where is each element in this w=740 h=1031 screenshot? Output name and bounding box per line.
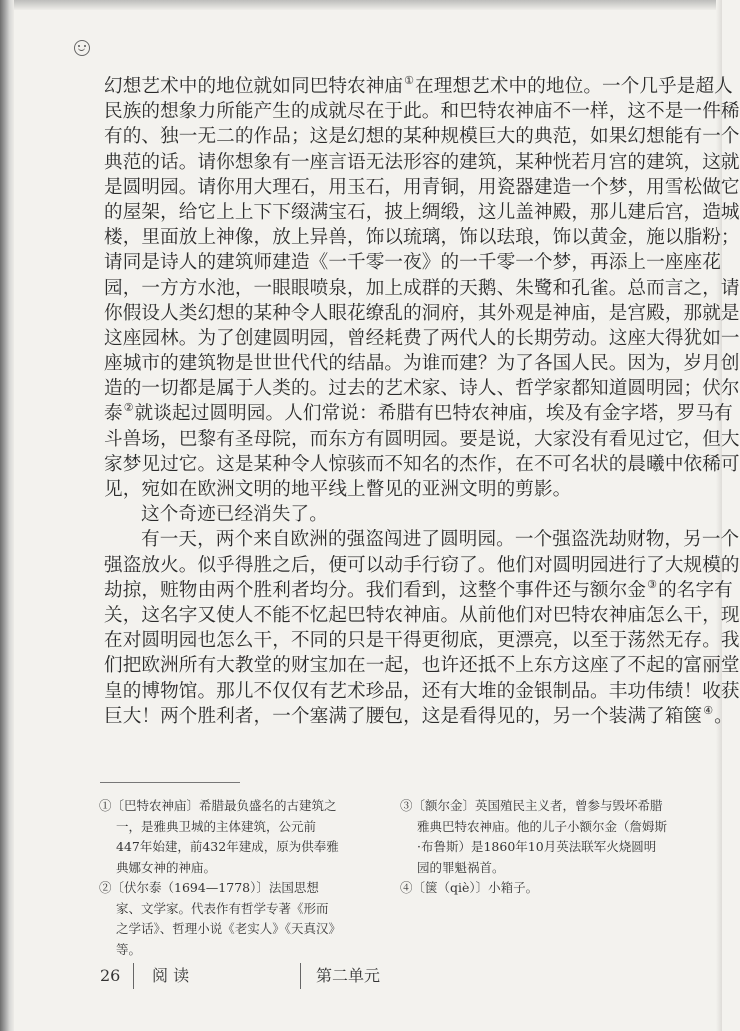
footnote-2: ②〔伏尔泰（1694—1778）〕法国思想家、文学家。代表作有哲学专著《形而之学话》、哲理小说《老实人》《天真汉》等。 <box>99 880 335 957</box>
footnote-marker: ② <box>123 401 134 415</box>
text-segment: 巨大！两个胜利者，一个塞满了腰包，这是看得见的，另一个装满了箱箧 <box>104 705 703 727</box>
text-line <box>104 376 740 401</box>
text-segment: 民族的想象力所能产生的成就尽在于此。和巴特农神庙不一样，这不是一件稀 <box>104 101 740 123</box>
text-line <box>104 577 733 603</box>
text-segment: 园，一方方水池，一眼眼喷泉，加上成群的天鹅、朱鹭和孔雀。总而言之，请 <box>104 277 740 299</box>
text-segment: 在对圆明园也怎么干，不同的只是干得更彻底，更漂亮，以至于荡然无存。我 <box>104 630 740 652</box>
text-line <box>104 150 740 175</box>
footnote-marker: ① <box>404 74 415 87</box>
text-line <box>104 124 740 149</box>
text-segment: 这个奇迹已经消失了。 <box>141 504 328 526</box>
text-segment: 劫掠，赃物由两个胜利者均分。我们看到，这整个事件还与额尔金 <box>104 579 647 601</box>
text-segment: 斗兽场，巴黎有圣母院，而东方有圆明园。要是说，大家没有看见过它，但大 <box>104 428 740 450</box>
text-segment: 关，这名字又使人不能不忆起巴特农神庙。从前他们对巴特农神庙怎么干，现 <box>104 604 740 626</box>
text-segment: 皇的博物馆。那儿不仅仅有艺术珍品，还有大堆的金银制品。丰功伟绩！收获 <box>104 680 740 702</box>
text-segment: 。 <box>714 705 733 727</box>
text-line <box>104 175 740 200</box>
text-segment: 就谈起过圆明园。人们常说：希腊有巴特农神庙，埃及有金字塔，罗马有 <box>134 403 733 425</box>
footnote-3: ③〔额尔金〕英国殖民主义者，曾参与毁坏希腊雅典巴特农神庙。他的儿子小额尔金（詹姆斯·布鲁斯）是1860年10月英法联军火烧圆明园的罪魁祸首。 <box>400 798 668 875</box>
text-segment: 座城市的建筑物是世世代代的结晶。为谁而建？为了各国人民。因为，岁月创 <box>104 353 740 375</box>
footer-divider <box>133 963 134 989</box>
text-line <box>104 276 740 301</box>
text-segment: 们把欧洲所有大教堂的财宝加在一起，也许还抵不上东方这座了不起的富丽堂 <box>104 655 740 677</box>
text-line <box>104 553 740 578</box>
text-line <box>104 477 704 502</box>
text-line <box>104 301 740 326</box>
text-segment: 幻想艺术中的地位就如同巴特农神庙 <box>104 76 404 97</box>
text-line <box>104 653 740 678</box>
text-line <box>104 351 740 376</box>
text-line <box>104 628 740 653</box>
text-segment: 泰 <box>104 403 123 425</box>
text-segment: 典范的话。请你想象有一座言语无法形容的建筑，某种恍若月宫的建筑，这就 <box>104 151 740 173</box>
footnote-4: ④〔箧（qiè）〕小箱子。 <box>400 880 539 895</box>
text-segment: 楼，里面放上神像，放上异兽，饰以琉璃，饰以珐琅，饰以黄金，施以脂粉； <box>104 227 740 249</box>
text-line <box>104 603 740 628</box>
text-line <box>104 452 740 477</box>
text-line <box>104 703 733 729</box>
body-text <box>104 74 740 729</box>
text-line <box>104 401 733 426</box>
text-segment: 家梦见过它。这是某种令人惊骇而不知名的杰作，在不可名状的晨曦中依稀可 <box>104 453 740 475</box>
text-segment: 有一天，两个来自欧洲的强盗闯进了圆明园。一个强盗洗劫财物，另一个 <box>141 529 740 551</box>
text-line <box>104 502 704 527</box>
text-line <box>104 250 721 275</box>
text-line <box>104 74 733 99</box>
smiley-icon <box>74 40 90 56</box>
text-line <box>104 679 740 704</box>
text-line <box>104 326 740 351</box>
text-segment: 的屋架，给它上上下下缀满宝石，披上绸缎，这儿盖神殿，那儿建后宫，造城 <box>104 201 740 223</box>
text-segment: 在理想艺术中的地位。一个几乎是超人 <box>415 76 733 97</box>
text-line <box>104 200 740 225</box>
text-segment: 是圆明园。请你用大理石，用玉石，用青铜，用瓷器建造一个梦，用雪松做它 <box>104 176 740 198</box>
footnote-1: ①〔巴特农神庙〕希腊最负盛名的古建筑之一，是雅典卫城的主体建筑，公元前447年始建，前432年建成，原为供奉雅典娜女神的神庙。 <box>99 798 339 875</box>
text-segment: 见，宛如在欧洲文明的地平线上瞥见的亚洲文明的剪影。 <box>104 479 572 500</box>
text-segment: 这座园林。为了创建圆明园，曾经耗费了两代人的长期劳动。这座大得犹如一 <box>104 327 740 349</box>
text-segment: 你假设人类幻想的某种令人眼花缭乱的洞府，其外观是神庙，是宫殿，那就是 <box>104 302 740 324</box>
book-binding-edge <box>0 0 14 1031</box>
footnote-marker: ③ <box>647 577 658 591</box>
text-line <box>104 225 740 250</box>
footer-divider <box>300 963 301 989</box>
text-segment: 请同是诗人的建筑师建造《一千零一夜》的一千零一个梦，再添上一座座花 <box>104 252 721 274</box>
text-segment: 的名字有 <box>658 579 733 601</box>
text-segment: 有的、独一无二的作品；这是幻想的某种规模巨大的典范，如果幻想能有一个 <box>104 126 740 148</box>
text-segment: 强盗放火。似乎得胜之后，便可以动手行窃了。他们对圆明园进行了大规模的 <box>104 554 740 576</box>
footnote-divider <box>100 782 240 783</box>
footnotes-left-column <box>99 796 339 960</box>
page-number: 26 <box>100 966 121 985</box>
page-top-edge <box>0 0 722 10</box>
footnotes-right-column <box>400 796 668 899</box>
text-line <box>104 99 740 124</box>
text-segment: 造的一切都是属于人类的。过去的艺术家、诗人、哲学家都知道圆明园；伏尔 <box>104 378 740 400</box>
footer-section: 阅 读 <box>152 966 190 985</box>
text-line <box>104 427 740 452</box>
footer-unit: 第二单元 <box>316 966 381 985</box>
text-line <box>104 527 740 552</box>
footnote-marker: ④ <box>703 703 714 717</box>
